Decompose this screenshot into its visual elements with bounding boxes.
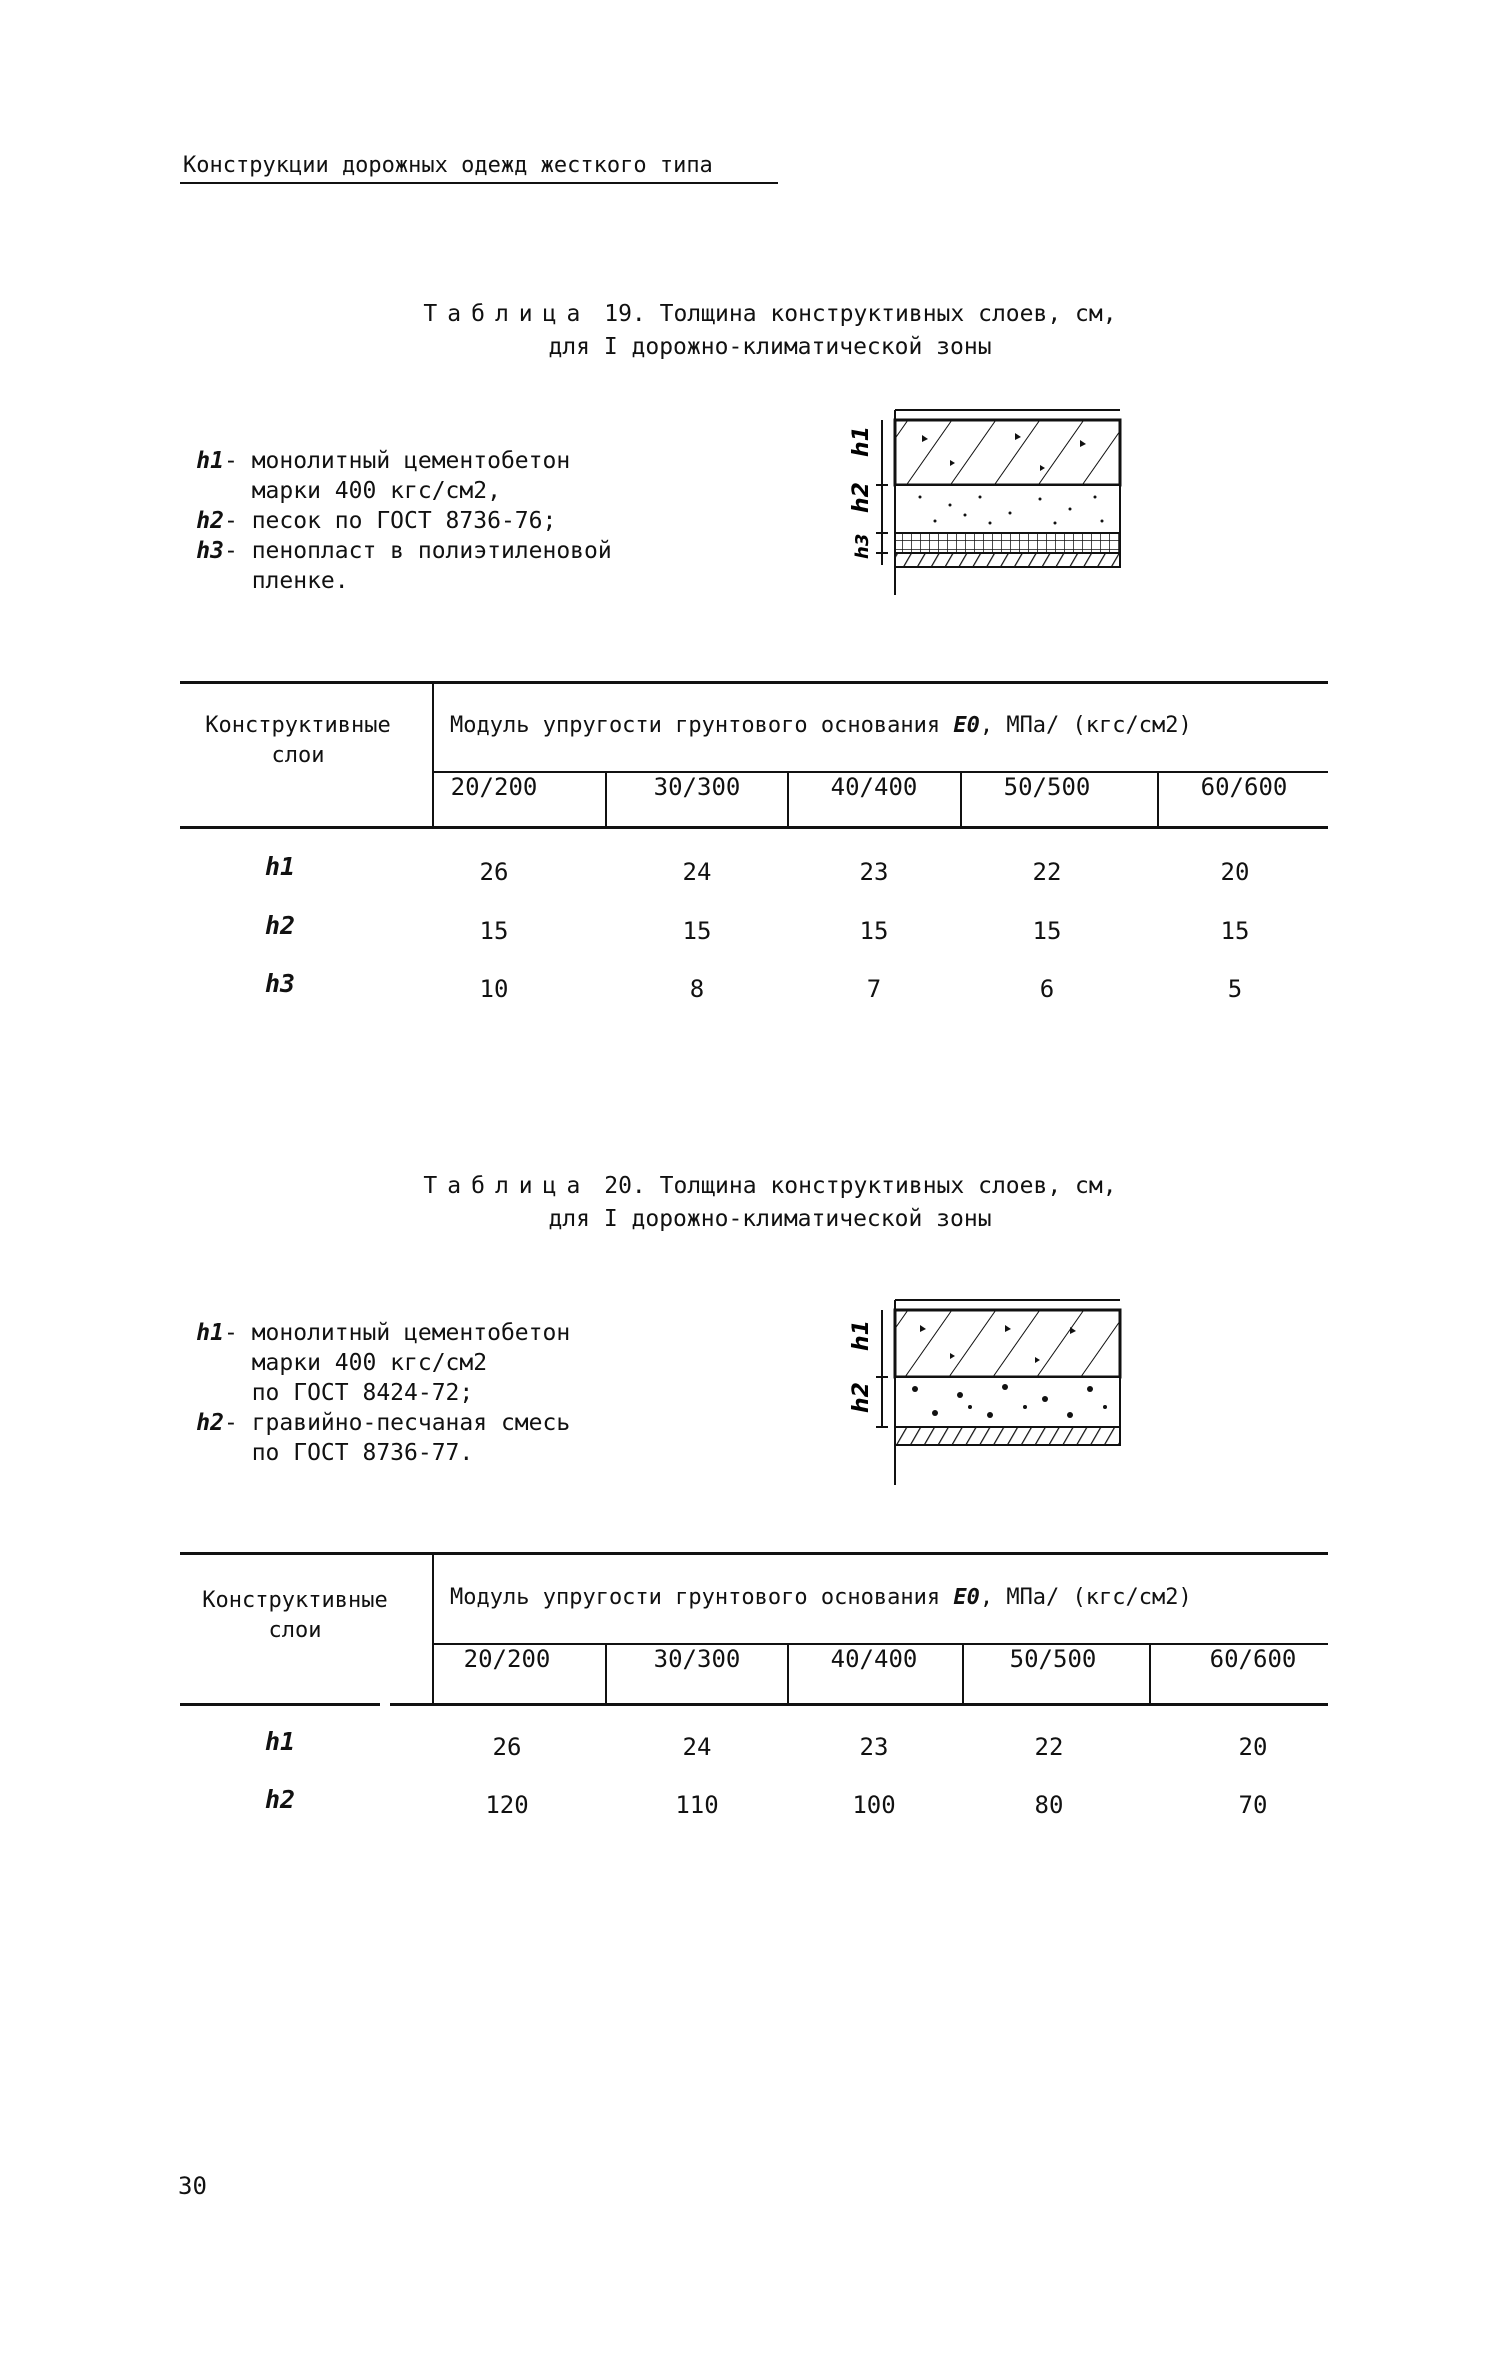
table19-col-header: 40/400 — [830, 773, 918, 801]
table19-cell: 15 — [1032, 917, 1062, 945]
legend-text: - монолитный цементобетон — [224, 448, 571, 474]
stub-header-line2: слои — [271, 743, 325, 768]
table20-col-header: 20/200 — [463, 1645, 551, 1673]
table20-cell: 80 — [1034, 1791, 1064, 1819]
table20-caption-line2: для I дорожно-климатической зоны — [548, 1206, 992, 1232]
table19-cell: 20 — [1220, 858, 1250, 886]
legend-item — [196, 1438, 570, 1468]
page-number: 30 — [178, 2172, 207, 2200]
header-underline — [180, 182, 778, 184]
legend-symbol: h1 — [196, 1320, 224, 1346]
legend-item — [196, 566, 612, 596]
legend-item — [196, 506, 612, 536]
stub-header-line2: слои — [268, 1618, 322, 1643]
col-divider — [787, 1643, 789, 1704]
table20-row-symbol: h1 — [265, 1727, 296, 1756]
table20-cell: 70 — [1238, 1791, 1268, 1819]
legend-symbol — [196, 566, 224, 596]
legend-symbol: h2 — [196, 508, 224, 534]
legend-text: по ГОСТ 8424-72; — [224, 1380, 474, 1406]
table19-row-symbol: h2 — [265, 911, 296, 940]
modulus-header-text: Модуль упругости грунтового основания — [450, 1585, 941, 1610]
table19-header-bottom-rule — [180, 826, 1328, 829]
table19-caption-rest: 19. Толщина конструктивных слоев, см, — [604, 301, 1117, 327]
legend-text: по ГОСТ 8736-77. — [224, 1440, 474, 1466]
col-divider — [605, 1643, 607, 1704]
diagram-label-h1: h1 — [849, 1320, 874, 1351]
table20-cell: 100 — [852, 1791, 896, 1819]
table19-legend — [196, 446, 612, 596]
table19-caption-line2: для I дорожно-климатической зоны — [548, 334, 992, 360]
table20-legend — [196, 1318, 570, 1468]
modulus-symbol: E0 — [953, 1585, 980, 1610]
table19-caption-word: Таблица — [423, 301, 591, 327]
table20-col-header: 40/400 — [830, 1645, 918, 1673]
legend-symbol: h3 — [196, 538, 224, 564]
diagram-label-h2: h2 — [849, 482, 874, 513]
modulus-units: , МПа/ (кгс/см2) — [979, 713, 1192, 738]
table19-row-symbol: h1 — [265, 852, 296, 881]
col-divider — [962, 1643, 964, 1704]
table19-top-rule — [180, 681, 1328, 684]
table19-cell: 15 — [1220, 917, 1250, 945]
modulus-units: , МПа/ (кгс/см2) — [979, 1585, 1192, 1610]
legend-text: - гравийно-песчаная смесь — [224, 1410, 571, 1436]
table19-row-symbol: h3 — [265, 969, 296, 998]
legend-symbol — [196, 1438, 224, 1468]
table20-cell: 20 — [1238, 1733, 1268, 1761]
diagram-label-h3: h3 — [852, 533, 873, 559]
legend-symbol: h1 — [196, 448, 224, 474]
table20-top-rule — [180, 1552, 1328, 1555]
table20-row-symbol: h2 — [265, 1785, 296, 1814]
legend-item — [196, 446, 612, 476]
table20-caption-word: Таблица — [423, 1173, 591, 1199]
table20-cell: 120 — [485, 1791, 529, 1819]
modulus-symbol: E0 — [953, 713, 980, 738]
legend-symbol: h2 — [196, 1410, 224, 1436]
col-divider — [1149, 1643, 1151, 1704]
legend-text: - песок по ГОСТ 8736-76; — [224, 508, 557, 534]
table19-cell: 5 — [1227, 975, 1243, 1003]
table19-cell: 15 — [682, 917, 712, 945]
table20-cell: 22 — [1034, 1733, 1064, 1761]
legend-item — [196, 1408, 570, 1438]
legend-symbol — [196, 1348, 224, 1378]
table19-layer-diagram — [830, 405, 1130, 605]
table19-cell: 22 — [1032, 858, 1062, 886]
table20-modulus-header — [450, 1585, 1192, 1610]
col-divider — [960, 771, 962, 827]
stub-header-line1: Конструктивные — [205, 713, 391, 738]
table20-stub-divider — [432, 1554, 434, 1704]
table20-caption-rest: 20. Толщина конструктивных слоев, см, — [604, 1173, 1117, 1199]
legend-text: пленке. — [224, 568, 349, 594]
stub-header-line1: Конструктивные — [202, 1588, 388, 1613]
legend-item — [196, 476, 612, 506]
table19-col-header: 60/600 — [1200, 773, 1288, 801]
table20-header-bottom-rule — [390, 1703, 1328, 1706]
table20-caption — [270, 1170, 1270, 1236]
legend-text: - пенопласт в полиэтиленовой — [224, 538, 612, 564]
table19-cell: 15 — [479, 917, 509, 945]
legend-symbol — [196, 1378, 224, 1408]
running-header: Конструкции дорожных одежд жесткого типа — [183, 153, 713, 178]
table19-cell: 8 — [689, 975, 705, 1003]
table19-col-header: 30/300 — [653, 773, 741, 801]
table19-cell: 7 — [866, 975, 882, 1003]
legend-item — [196, 536, 612, 566]
col-divider — [1157, 771, 1159, 827]
legend-text: - монолитный цементобетон — [224, 1320, 571, 1346]
table20-cell: 26 — [492, 1733, 522, 1761]
table19-cell: 10 — [479, 975, 509, 1003]
table20-col-header: 50/500 — [1009, 1645, 1097, 1673]
table20-cell: 110 — [675, 1791, 719, 1819]
table20-header-bottom-rule-left — [180, 1703, 380, 1706]
diagram-label-h2: h2 — [849, 1382, 874, 1413]
table20-layer-diagram — [830, 1295, 1130, 1495]
table20-cell: 24 — [682, 1733, 712, 1761]
table19-cell: 23 — [859, 858, 889, 886]
legend-item — [196, 1318, 570, 1348]
table20-col-header: 60/600 — [1209, 1645, 1297, 1673]
table20-col-header: 30/300 — [653, 1645, 741, 1673]
table19-col-header: 20/200 — [450, 773, 538, 801]
table19-cell: 24 — [682, 858, 712, 886]
legend-symbol — [196, 476, 224, 506]
table19-cell: 15 — [859, 917, 889, 945]
diagram-label-h1: h1 — [849, 426, 874, 457]
table19-stub-header — [183, 711, 413, 771]
table20-cell: 23 — [859, 1733, 889, 1761]
col-divider — [605, 771, 607, 827]
table19-modulus-header — [450, 713, 1192, 738]
legend-item — [196, 1348, 570, 1378]
table19-caption — [270, 298, 1270, 364]
table19-cell: 26 — [479, 858, 509, 886]
table19-col-header: 50/500 — [1003, 773, 1091, 801]
legend-text: марки 400 кгс/см2, — [224, 478, 501, 504]
col-divider — [787, 771, 789, 827]
modulus-header-text: Модуль упругости грунтового основания — [450, 713, 941, 738]
table19-stub-divider — [432, 683, 434, 827]
legend-text: марки 400 кгс/см2 — [224, 1350, 488, 1376]
table19-cell: 6 — [1039, 975, 1055, 1003]
legend-item — [196, 1378, 570, 1408]
table20-stub-header — [180, 1586, 410, 1646]
